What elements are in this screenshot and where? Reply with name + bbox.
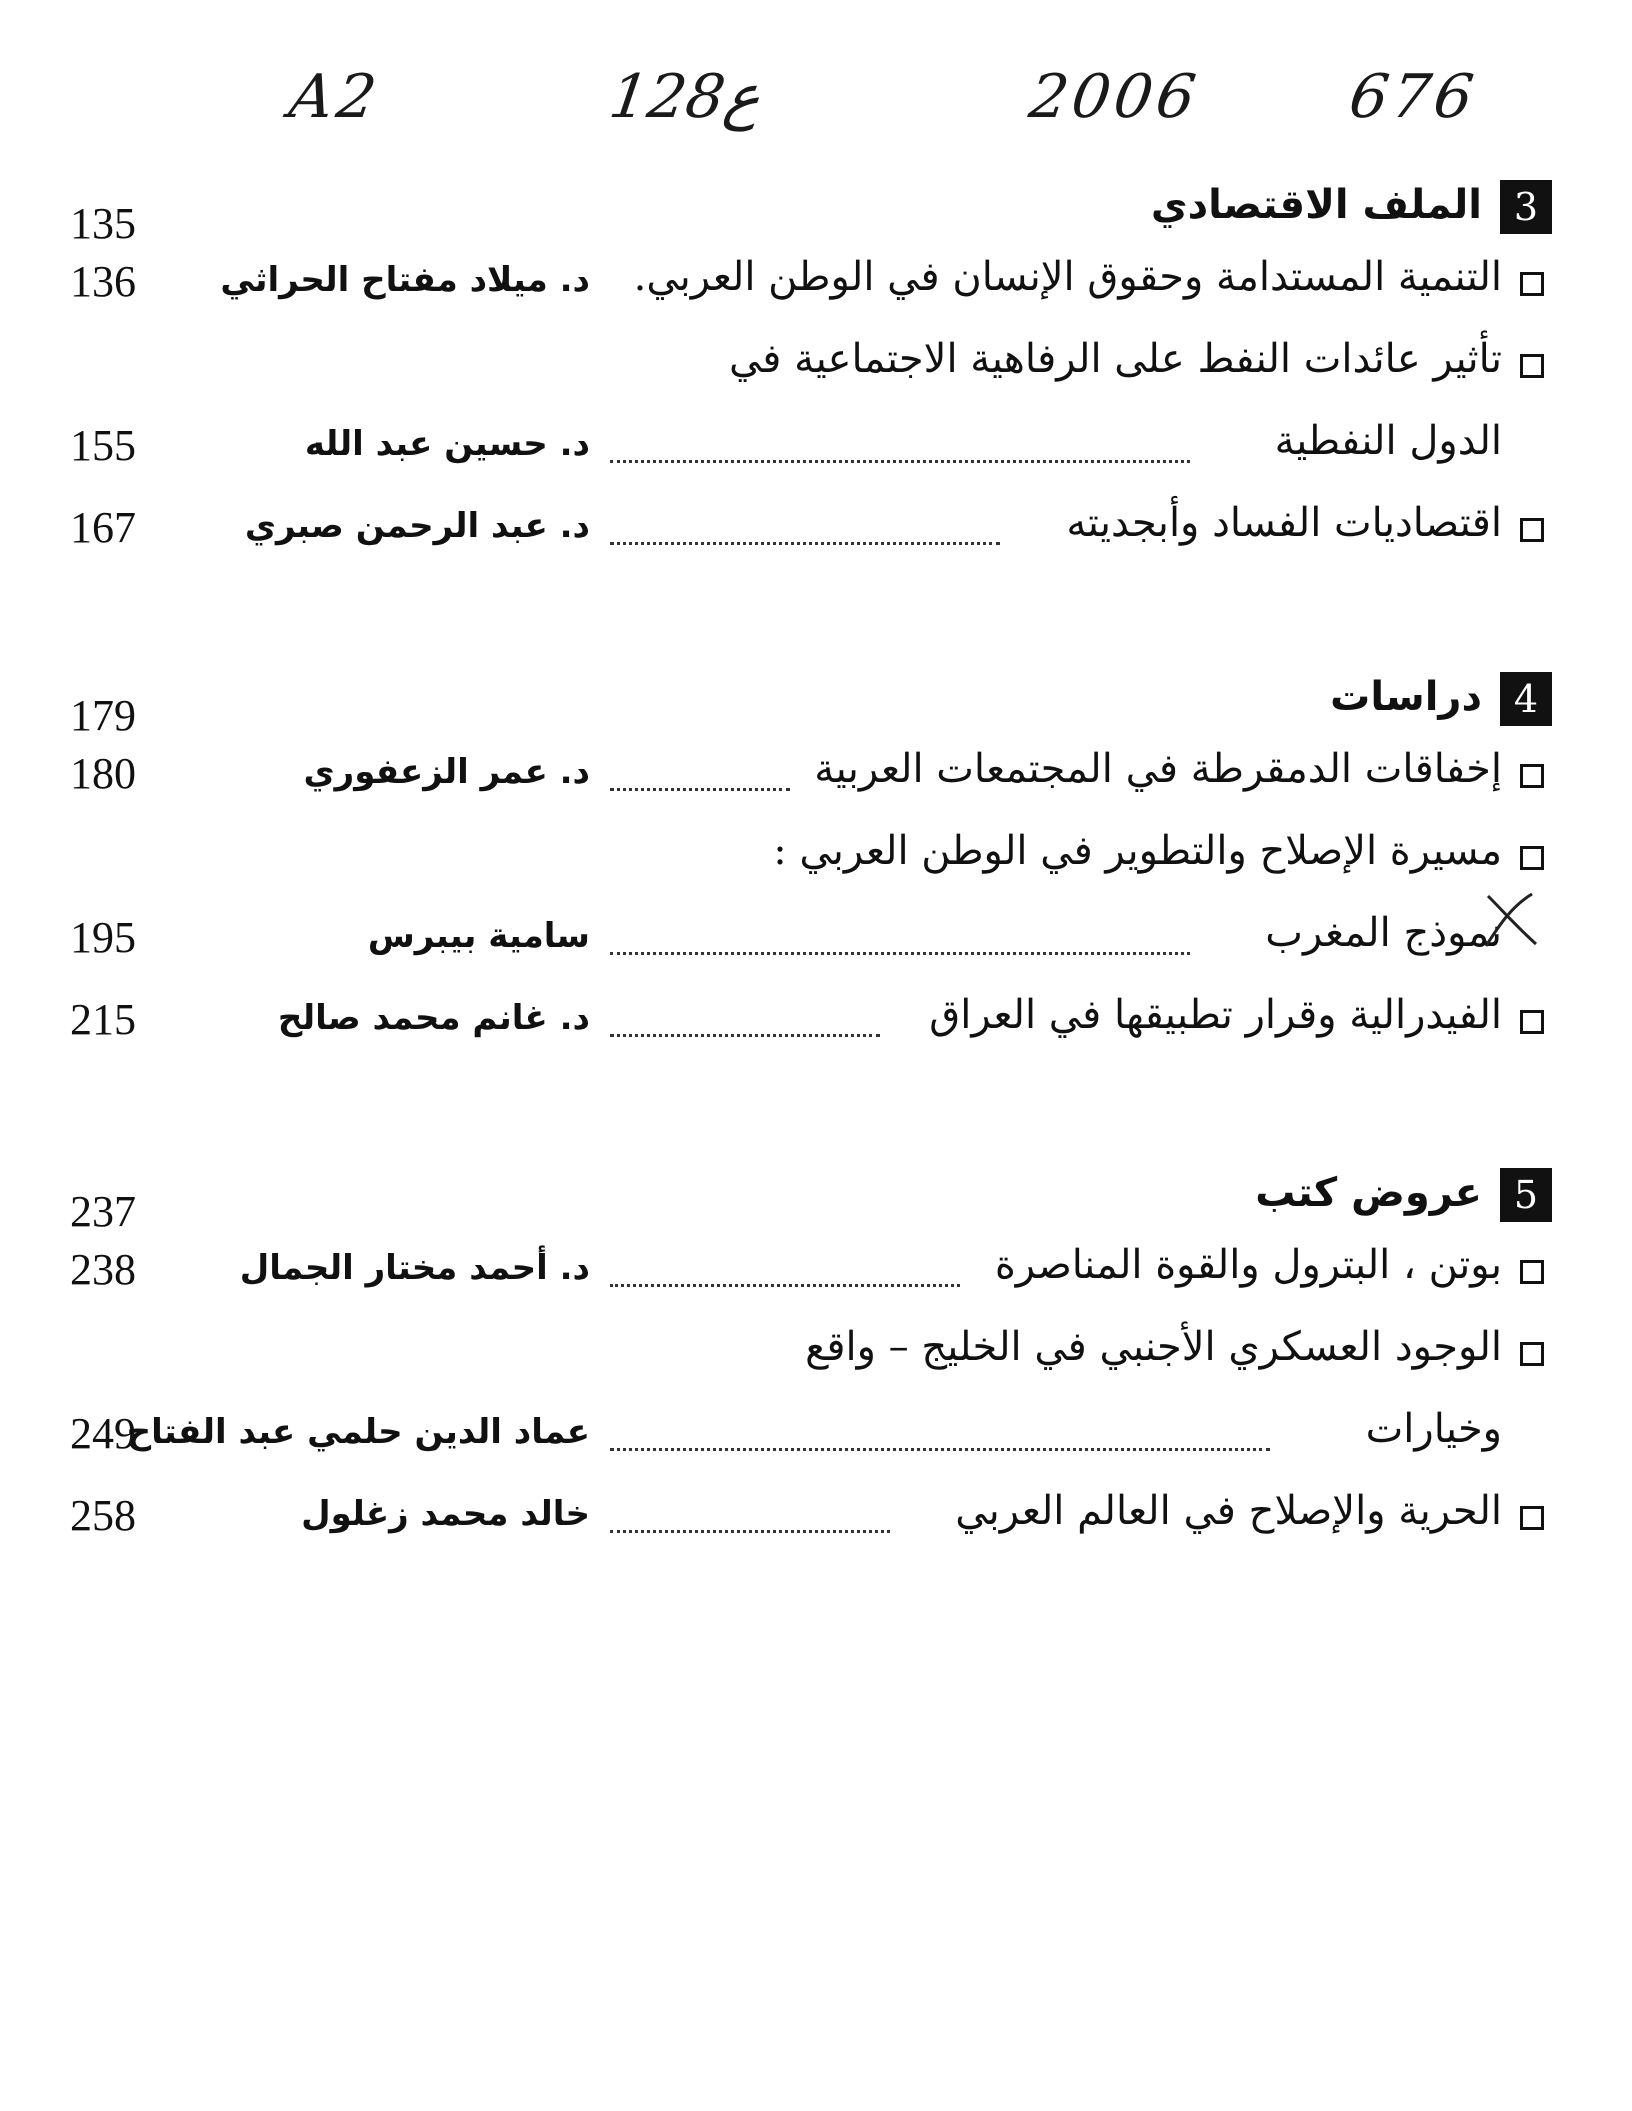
dotted-leader	[610, 1448, 1270, 1451]
entry-author: خالد محمد زغلول	[301, 1494, 590, 1534]
section-3	[0, 180, 1632, 578]
entry-title-continued: وخيارات	[1365, 1406, 1502, 1452]
section-title: الملف الاقتصادي	[1150, 182, 1482, 228]
entry-author: د. ميلاد مفتاح الحراثي	[220, 260, 590, 300]
toc-entry[interactable]	[0, 250, 1632, 332]
handwritten-code: A2	[285, 62, 385, 132]
entry-page: 238	[70, 1245, 136, 1294]
entry-title: تأثير عائدات النفط على الرفاهية الاجتماعية في	[728, 336, 1502, 382]
dotted-leader	[610, 1284, 960, 1287]
toc-entry[interactable]	[0, 496, 1632, 578]
entry-title-continued: نموذج المغرب	[1265, 910, 1502, 956]
toc-entry[interactable]	[0, 332, 1632, 496]
section-number-badge: 5	[1500, 1168, 1552, 1222]
handwritten-number: 128ع	[605, 62, 766, 132]
entry-page: 215	[70, 995, 136, 1044]
dotted-leader	[610, 952, 1190, 955]
section-4	[0, 672, 1632, 1070]
dotted-leader	[610, 542, 1000, 545]
handwritten-issue: 676	[1345, 62, 1482, 132]
dotted-leader	[610, 460, 1190, 463]
entry-title: مسيرة الإصلاح والتطوير في الوطن العربي :	[773, 828, 1502, 874]
checkbox-icon	[1520, 272, 1544, 296]
checkbox-icon	[1520, 1506, 1544, 1530]
checkbox-icon	[1520, 1260, 1544, 1284]
entry-title: اقتصاديات الفساد وأبجديته	[1066, 500, 1502, 546]
entry-author: د. أحمد مختار الجمال	[239, 1248, 590, 1288]
entry-title: الوجود العسكري الأجنبي في الخليج – واقع	[805, 1324, 1502, 1370]
section-page: 179	[70, 691, 136, 740]
section-5	[0, 1168, 1632, 1566]
dotted-leader	[610, 788, 790, 791]
toc-entry[interactable]	[0, 742, 1632, 824]
entry-title: الفيدرالية وقرار تطبيقها في العراق	[929, 992, 1502, 1038]
entry-title-continued: الدول النفطية	[1274, 418, 1502, 464]
entry-title: الحرية والإصلاح في العالم العربي	[955, 1488, 1502, 1534]
toc-entry[interactable]	[0, 1320, 1632, 1484]
section-number-badge: 4	[1500, 672, 1552, 726]
entry-page: 167	[70, 503, 136, 552]
entry-title: التنمية المستدامة وحقوق الإنسان في الوطن العربي.	[633, 254, 1502, 300]
toc-entry[interactable]	[0, 1484, 1632, 1566]
section-title: عروض كتب	[1255, 1170, 1482, 1216]
section-header	[0, 180, 1632, 250]
entry-author: د. غانم محمد صالح	[277, 998, 590, 1038]
entry-page: 180	[70, 749, 136, 798]
section-header	[0, 1168, 1632, 1238]
dotted-leader	[610, 1034, 880, 1037]
entry-page: 195	[70, 913, 136, 962]
entry-page: 136	[70, 257, 136, 306]
entry-page: 258	[70, 1491, 136, 1540]
toc-entry[interactable]	[0, 988, 1632, 1070]
checkbox-icon	[1520, 764, 1544, 788]
section-header	[0, 672, 1632, 742]
entry-author: د. حسين عبد الله	[304, 424, 590, 464]
section-page: 135	[70, 199, 136, 248]
checkbox-icon	[1520, 354, 1544, 378]
entry-author: عماد الدين حلمي عبد الفتاح	[126, 1412, 590, 1452]
entry-author: سامية بيبرس	[367, 916, 590, 956]
checkbox-icon	[1520, 1342, 1544, 1366]
entry-page: 155	[70, 421, 136, 470]
handwritten-year: 2006	[1025, 62, 1204, 132]
section-page: 237	[70, 1187, 136, 1236]
handwritten-x-mark	[1482, 888, 1542, 948]
section-number-badge: 3	[1500, 180, 1552, 234]
toc-entry[interactable]	[0, 824, 1632, 988]
entry-author: د. عمر الزعفوري	[303, 752, 590, 792]
toc-entry[interactable]	[0, 1238, 1632, 1320]
section-title: دراسات	[1330, 674, 1482, 720]
checkbox-icon	[1520, 846, 1544, 870]
entry-title: بوتن ، البترول والقوة المناصرة	[994, 1242, 1502, 1288]
entry-author: د. عبد الرحمن صبري	[244, 506, 590, 546]
checkbox-icon	[1520, 518, 1544, 542]
dotted-leader	[610, 1530, 890, 1533]
checkbox-icon	[1520, 1010, 1544, 1034]
entry-title: إخفاقات الدمقرطة في المجتمعات العربية	[814, 746, 1502, 792]
entry-page: 249	[70, 1409, 136, 1458]
